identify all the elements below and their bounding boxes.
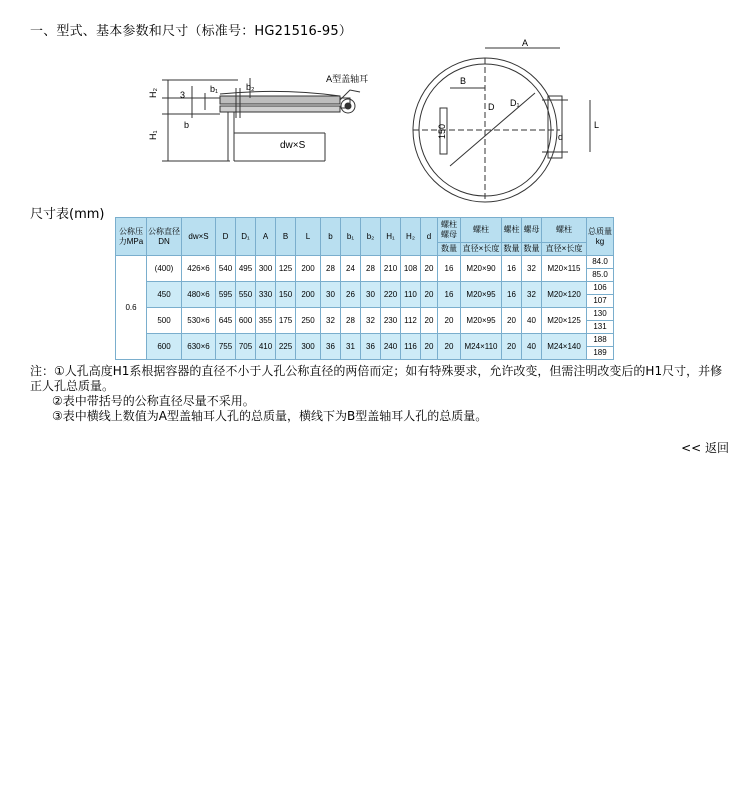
table-cell: 28 [321, 256, 341, 282]
back-link[interactable]: << 返回 [681, 441, 729, 455]
dim-d1: D₁ [510, 98, 520, 108]
weight-a-cell: 84.0 [587, 256, 614, 269]
table-cell: 480×6 [182, 282, 216, 308]
weight-a-cell: 130 [587, 308, 614, 321]
table-cell: 230 [381, 308, 401, 334]
header-b1: b₁ [341, 218, 361, 256]
table-cell: 410 [256, 334, 276, 360]
table-cell: 550 [236, 282, 256, 308]
table-cell: 20 [502, 308, 522, 334]
table-cell: 116 [401, 334, 421, 360]
dim-dws: dw×S [280, 140, 306, 151]
weight-b-cell: 107 [587, 295, 614, 308]
table-cell: 600 [147, 334, 182, 360]
table-cell: 595 [216, 282, 236, 308]
table-cell: 300 [256, 256, 276, 282]
table-cell: 32 [361, 308, 381, 334]
table-cell: 108 [401, 256, 421, 282]
header-stud2: 螺柱 [542, 218, 587, 243]
weight-b-cell: 189 [587, 347, 614, 360]
table-cell: 330 [256, 282, 276, 308]
header-d1: D₁ [236, 218, 256, 256]
table-cell: 36 [321, 334, 341, 360]
table-cell: 40 [522, 334, 542, 360]
header-dn: 公称直径DN [147, 218, 182, 256]
dim-h1: H₁ [148, 130, 158, 140]
header-qty-1: 数量 [438, 243, 461, 256]
notes [30, 364, 730, 424]
header-d-outer: D [216, 218, 236, 256]
header-spec-1: 直径×长度 [461, 243, 502, 256]
table-cell: 36 [361, 334, 381, 360]
table-cell: M24×110 [461, 334, 502, 360]
dim-a: A [522, 38, 529, 48]
table-cell: 175 [276, 308, 296, 334]
table-cell: 530×6 [182, 308, 216, 334]
table-cell: M24×140 [542, 334, 587, 360]
header-b2: b₂ [361, 218, 381, 256]
header-h2: H₂ [401, 218, 421, 256]
table-cell: 16 [502, 256, 522, 282]
dimension-table [115, 217, 614, 360]
table-cell: 16 [502, 282, 522, 308]
header-pressure: 公称压力MPa [116, 218, 147, 256]
table-cell: 300 [296, 334, 321, 360]
dim-b1: b₁ [210, 84, 219, 94]
table-cell: 600 [236, 308, 256, 334]
header-dws: dw×S [182, 218, 216, 256]
dim-l: L [594, 120, 600, 130]
table-caption: 尺寸表(mm) [30, 207, 105, 222]
table-cell: 20 [421, 334, 438, 360]
header-d: d [421, 218, 438, 256]
header-a: A [256, 218, 276, 256]
table-cell: M20×90 [461, 256, 502, 282]
weight-a-cell: 106 [587, 282, 614, 295]
table-cell: M20×115 [542, 256, 587, 282]
weight-b-cell: 85.0 [587, 269, 614, 282]
table-cell: 20 [421, 256, 438, 282]
header-b-upper: B [276, 218, 296, 256]
dim-bb: B [460, 76, 467, 86]
page-heading: 一、型式、基本参数和尺寸（标准号：HG21516-95） [30, 24, 353, 39]
table-cell: M20×95 [461, 308, 502, 334]
dim-dd: d [558, 132, 564, 142]
manhole-drawing [150, 38, 610, 203]
table-cell: 32 [522, 256, 542, 282]
table-cell: 16 [438, 282, 461, 308]
table-cell: 30 [361, 282, 381, 308]
table-cell: M20×95 [461, 282, 502, 308]
table-cell: 40 [522, 308, 542, 334]
table-cell: 426×6 [182, 256, 216, 282]
header-qty-3: 数量 [522, 243, 542, 256]
table-cell: 24 [341, 256, 361, 282]
table-cell: 150 [276, 282, 296, 308]
table-cell: 16 [438, 256, 461, 282]
dim-d: D [488, 102, 495, 112]
table-cell: 200 [296, 256, 321, 282]
table-cell: 630×6 [182, 334, 216, 360]
table-cell: 28 [361, 256, 381, 282]
table-cell: 210 [381, 256, 401, 282]
table-cell: 200 [296, 282, 321, 308]
header-stud1: 螺柱 [461, 218, 502, 243]
dim-3: 3 [180, 90, 186, 100]
table-cell: 20 [421, 282, 438, 308]
table-cell: M20×120 [542, 282, 587, 308]
pressure-cell: 0.6 [116, 256, 147, 360]
table-cell: 755 [216, 334, 236, 360]
table-cell: 30 [321, 282, 341, 308]
table-cell: 26 [341, 282, 361, 308]
note-2: ②表中带括号的公称直径尽量不采用。 [52, 394, 255, 408]
note-3: ③表中横线上数值为A型盖轴耳人孔的总质量，横线下为B型盖轴耳人孔的总质量。 [52, 409, 488, 423]
table-cell: 112 [401, 308, 421, 334]
table-cell: 28 [341, 308, 361, 334]
table-cell: 31 [341, 334, 361, 360]
table-cell: 225 [276, 334, 296, 360]
table-cell: (400) [147, 256, 182, 282]
table-cell: 32 [522, 282, 542, 308]
table-cell: 645 [216, 308, 236, 334]
dim-b: b [184, 120, 190, 130]
table-cell: 110 [401, 282, 421, 308]
table-cell: 20 [421, 308, 438, 334]
table-cell: 125 [276, 256, 296, 282]
table-cell: 500 [147, 308, 182, 334]
header-qty-2: 数量 [502, 243, 522, 256]
table-cell: 495 [236, 256, 256, 282]
weight-b-cell: 131 [587, 321, 614, 334]
header-nut-stud: 螺柱螺母 [438, 218, 461, 243]
table-cell: 20 [438, 308, 461, 334]
weight-a-cell: 188 [587, 334, 614, 347]
header-weight: 总质量kg [587, 218, 614, 256]
table-cell: 20 [438, 334, 461, 360]
header-b: b [321, 218, 341, 256]
table-cell: 250 [296, 308, 321, 334]
table-cell: 355 [256, 308, 276, 334]
table-cell: M20×125 [542, 308, 587, 334]
dim-b2: b₂ [246, 82, 255, 92]
table-cell: 450 [147, 282, 182, 308]
note-1: 注：①人孔高度H1系根据容器的直径不小于人孔公称直径的两倍而定；如有特殊要求，允许改变，但需注明改变后的H1尺寸，并修正人孔总质量。 [30, 364, 723, 393]
table-cell: 705 [236, 334, 256, 360]
table-cell: 240 [381, 334, 401, 360]
header-nut: 螺母 [522, 218, 542, 243]
table-cell: 220 [381, 282, 401, 308]
header-l: L [296, 218, 321, 256]
header-spec-2: 直径×长度 [542, 243, 587, 256]
dim-h2: H₂ [148, 88, 158, 98]
table-cell: 32 [321, 308, 341, 334]
ear-label: A型盖轴耳 [326, 75, 369, 85]
table-cell: 540 [216, 256, 236, 282]
header-h1: H₁ [381, 218, 401, 256]
header-stud-qty: 螺柱 [502, 218, 522, 243]
dim-150: 150 [437, 123, 447, 139]
table-cell: 20 [502, 334, 522, 360]
